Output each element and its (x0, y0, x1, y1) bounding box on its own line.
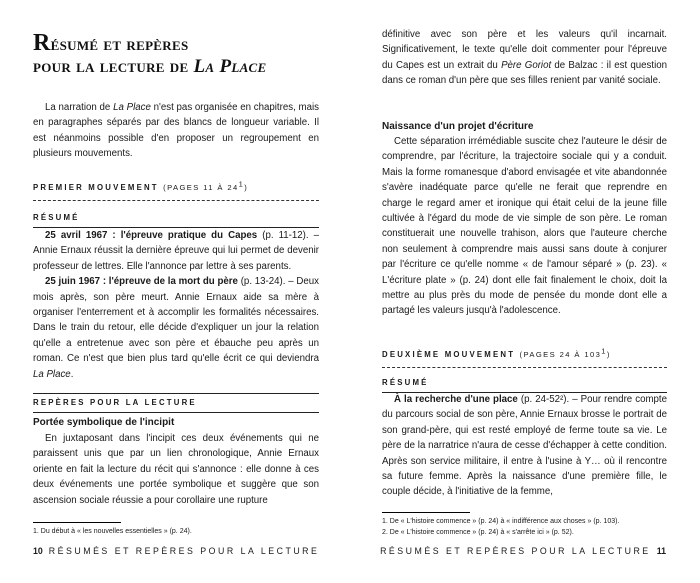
running-footer: RÉSUMÉS ET REPÈRES POUR LA LECTURE (380, 546, 651, 556)
resume-paragraph: À la recherche d'une place (p. 24-52²). – Pour rendre compte du parcours social de son père, Annie Ernaux brosse le portrait de son grand-père, qui est resté employé de ferme toute sa vie. Le père de la narratrice n'aura de cesse d'échapper à cette condition. Après son service militaire, il entre à l'usine à Y… où il rencontre sa future femme. Après la naissance d'une première fille, le couple décide, à l'initiative de la femme, (382, 394, 667, 498)
section-divider (382, 367, 667, 368)
naissance-section (382, 121, 667, 319)
page-footer-right (380, 546, 666, 556)
footnote-1: 1. Du début à « les nouvelles essentielles » (p. 24). (33, 528, 192, 535)
page-title (33, 32, 319, 78)
running-footer: RÉSUMÉS ET REPÈRES POUR LA LECTURE (48, 546, 320, 556)
page-number: 11 (656, 546, 666, 556)
resume-paragraph-1: 25 avril 1967 : l'épreuve pratique du Capes (p. 11-12). – Annie Ernaux réussit la dernière épreuve qui lui permet de devenir professeur de lettres. Elle l'annonce par lettre à ses parents. (33, 230, 319, 272)
resume-paragraph-2: 25 juin 1967 : l'épreuve de la mort du père (p. 13-24). – Deux mois après, son père meurt. Annie Ernaux aide sa mère à organiser l'enterrement et à accomplir les formalités nécessaires. Dans le train du retour, elle décide d'expliquer un jour la relation qu'elle a entretenue avec son père et ébauche peu après un roman. Ce n'est que bien plus tard qu'elle écrit ce qui deviendra La Place. (33, 276, 319, 380)
resume-body (33, 228, 319, 382)
reperes-label: REPÈRES POUR LA LECTURE (33, 398, 197, 407)
section-2-title: DEUXIÈME MOUVEMENT (PAGES 24 À $103^1$) (382, 346, 611, 359)
footnotes (33, 522, 319, 537)
footnote-rule (33, 522, 121, 523)
intro-text: La narration de La Place n'est pas organisée en chapitres, mais en paragraphes séparés par des blancs de longueur variable. Il est néanmoins possible d'en proposer un regroupement en plusieurs mouvements. (33, 102, 319, 160)
footnote-2: 2. De « L'histoire commence » (p. 24) à « s'arrête ici » (p. 52). (382, 529, 574, 536)
footnote-rule (382, 512, 470, 513)
page-footer-left (33, 546, 319, 556)
continued-paragraph (382, 27, 667, 89)
portee-paragraph: En juxtaposant dans l'incipit ces deux événements qui ne paraissent unis que par un lien chronologique, Annie Ernaux oriente en fait la lecture du récit qui s'annonce : elle donne à ces deux événements une portée symbolique et suggère que son ascension sociale réussie a pour corollaire une rupture (33, 433, 319, 506)
footnotes (382, 512, 667, 538)
portee-heading: Portée symbolique de l'incipit (33, 417, 175, 428)
resume-label: RÉSUMÉ (33, 213, 80, 222)
title-line-2: pour la lecture de La Place (33, 56, 267, 77)
reperes-top-rule (33, 393, 319, 394)
resume-label-block (382, 378, 667, 393)
resume-body (382, 392, 667, 500)
naissance-heading: Naissance d'un projet d'écriture (382, 121, 534, 132)
reperes-bottom-rule (33, 412, 319, 413)
section-1-header (33, 179, 319, 201)
resume-label: RÉSUMÉ (382, 378, 429, 387)
section-2-header (382, 346, 667, 368)
section-1-title: PREMIER MOUVEMENT (PAGES 11 À $24^1$) (33, 179, 249, 192)
naissance-paragraph: Cette séparation irrémédiable suscite chez l'auteure le désir de comprendre, par l'écriture, la trajectoire sociale qui y a conduit. Mais la forme romanesque d'abord envisagée et vite abandonnée s'avère inadéquate parce qu'elle ne ferait que reprendre en charge le regard amer et ironique qui était celui de la jeune fille cultivée à l'égard du mode de vie simple de son père. Le roman constituerait une nouvelle trahison, alors que l'auteure cherche non seulement à comprendre mais aussi sans doute à conjurer par l'écriture ce qu'elle nomme « de l'amour séparé » (p. 23). « L'écriture plate » (p. 24) dont elle fait finalement le choix, doit la mettre au plus près du mode de pensée du monde dont elle a partagé les valeurs jusqu'à l'adolescence. (382, 136, 667, 317)
title-line-1: Résumé et repères (33, 30, 189, 56)
footnote-1: 1. De « L'histoire commence » (p. 24) à « indifférence aux choses » (p. 103). (382, 518, 620, 525)
intro-paragraph (33, 100, 319, 162)
resume-label-block (33, 213, 319, 228)
portee-section (33, 417, 319, 508)
section-divider (33, 200, 319, 201)
page-number: 10 (33, 546, 43, 556)
reperes-label-block (33, 393, 319, 413)
continued-text: définitive avec son père et les valeurs qu'il incarnait. Significativement, le texte qu'elle doit commenter pour l'épreuve du Capes est un extrait du Père Goriot de Balzac : il est question dans ce roman d'un père que ses filles renient par vanité sociale. (382, 29, 667, 87)
right-page (350, 0, 700, 583)
